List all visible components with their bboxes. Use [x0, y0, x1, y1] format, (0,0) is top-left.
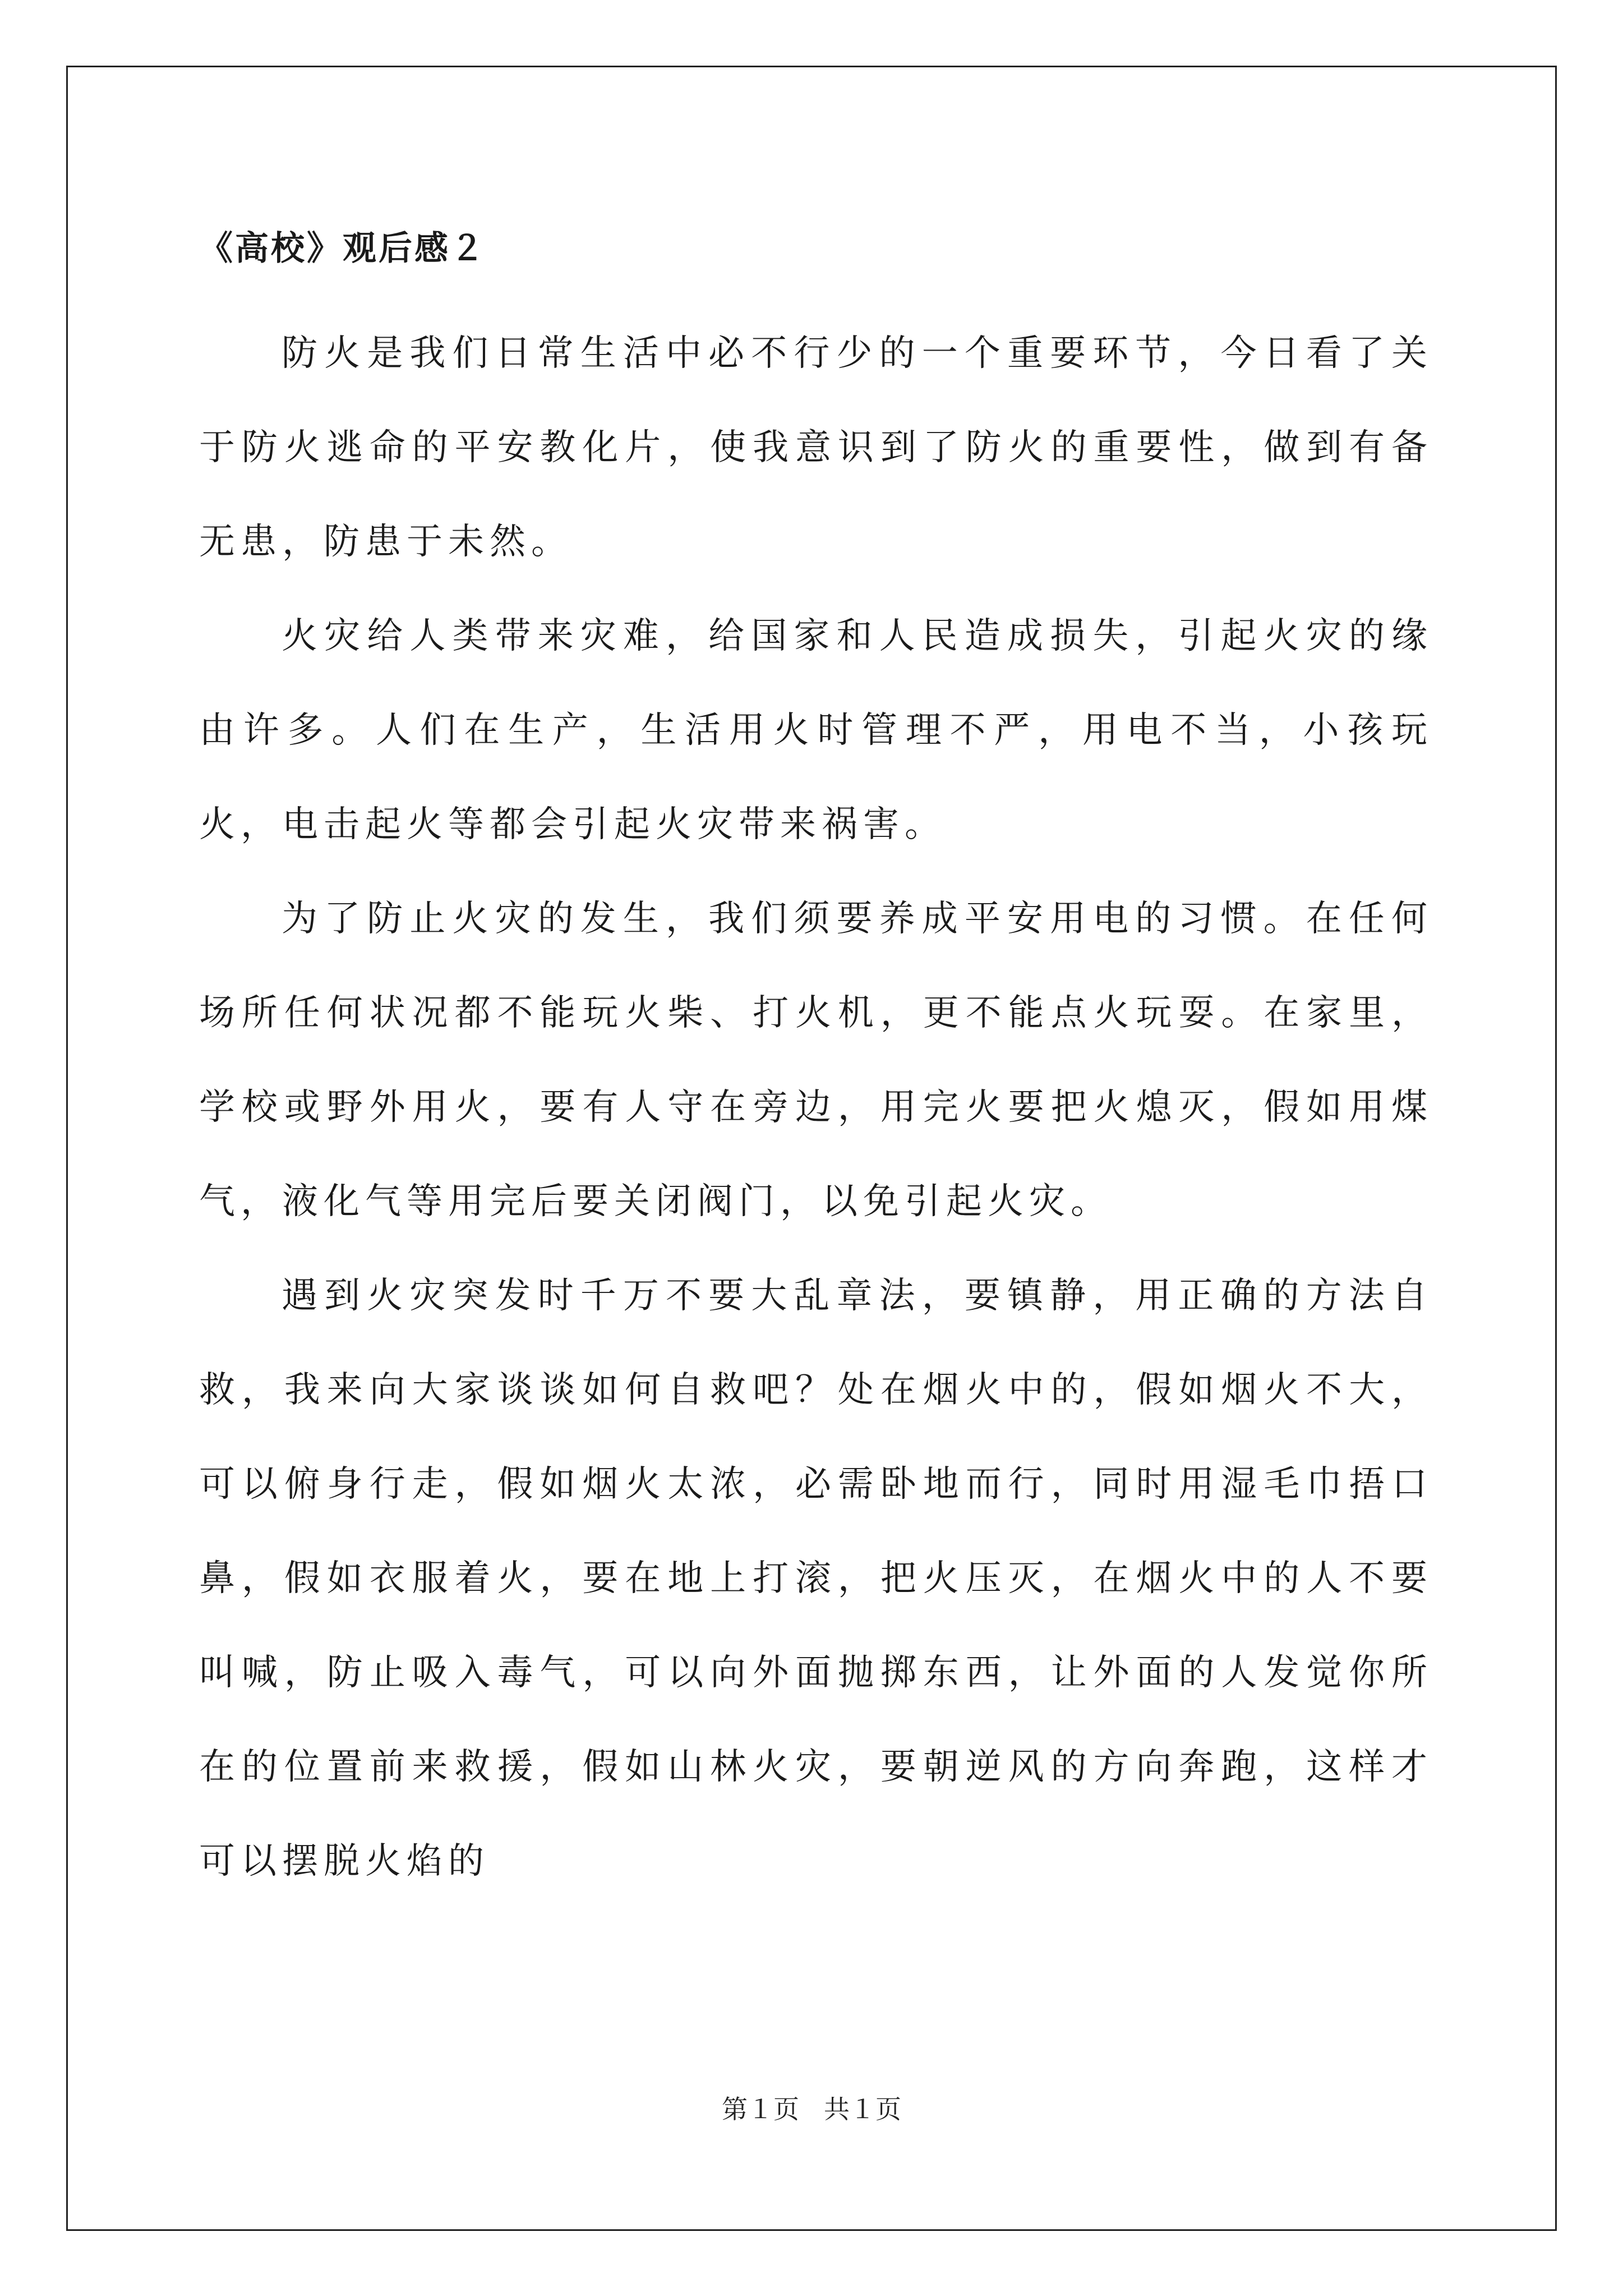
- document-title: 《高校》观后感２: [199, 229, 486, 268]
- paragraph-2: 火灾给人类带来灾难，给国家和人民造成损失，引起火灾的缘由许多。人们在生产，生活用火时管理不严，用电不当，小孩玩火，电击起火等都会引起火灾带来祸害。: [199, 615, 1433, 845]
- page-number: 第１页: [722, 2094, 799, 2124]
- page-total: 共１页: [824, 2094, 901, 2124]
- page-footer: [0, 2092, 1623, 2126]
- paragraph-3: 为了防止火灾的发生，我们须要养成平安用电的习惯。在任何场所任何状况都不能玩火柴、打火机，更不能点火玩耍。在家里，学校或野外用火，要有人守在旁边，用完火要把火熄灭，假如用煤气，液化气等用完后要关闭阀门，以免引起火灾。: [199, 898, 1433, 1222]
- paragraph-1: 防火是我们日常生活中必不行少的一个重要环节，今日看了关于防火逃命的平安教化片，使我意识到了防火的重要性，做到有备无患，防患于未然。: [199, 333, 1433, 563]
- paragraph-4: 遇到火灾突发时千万不要大乱章法，要镇静，用正确的方法自救，我来向大家谈谈如何自救吧？处在烟火中的，假如烟火不大，可以俯身行走，假如烟火太浓，必需卧地而行，同时用湿毛巾捂口鼻，假如衣服着火，要在地上打滚，把火压灭，在烟火中的人不要叫喊，防止吸入毒气，可以向外面抛掷东西，让外面的人发觉你所在的位置前来救援，假如山林火灾，要朝逆风的方向奔跑，这样才可以摆脱火焰的: [199, 1275, 1433, 1882]
- document-body: [199, 220, 1433, 1908]
